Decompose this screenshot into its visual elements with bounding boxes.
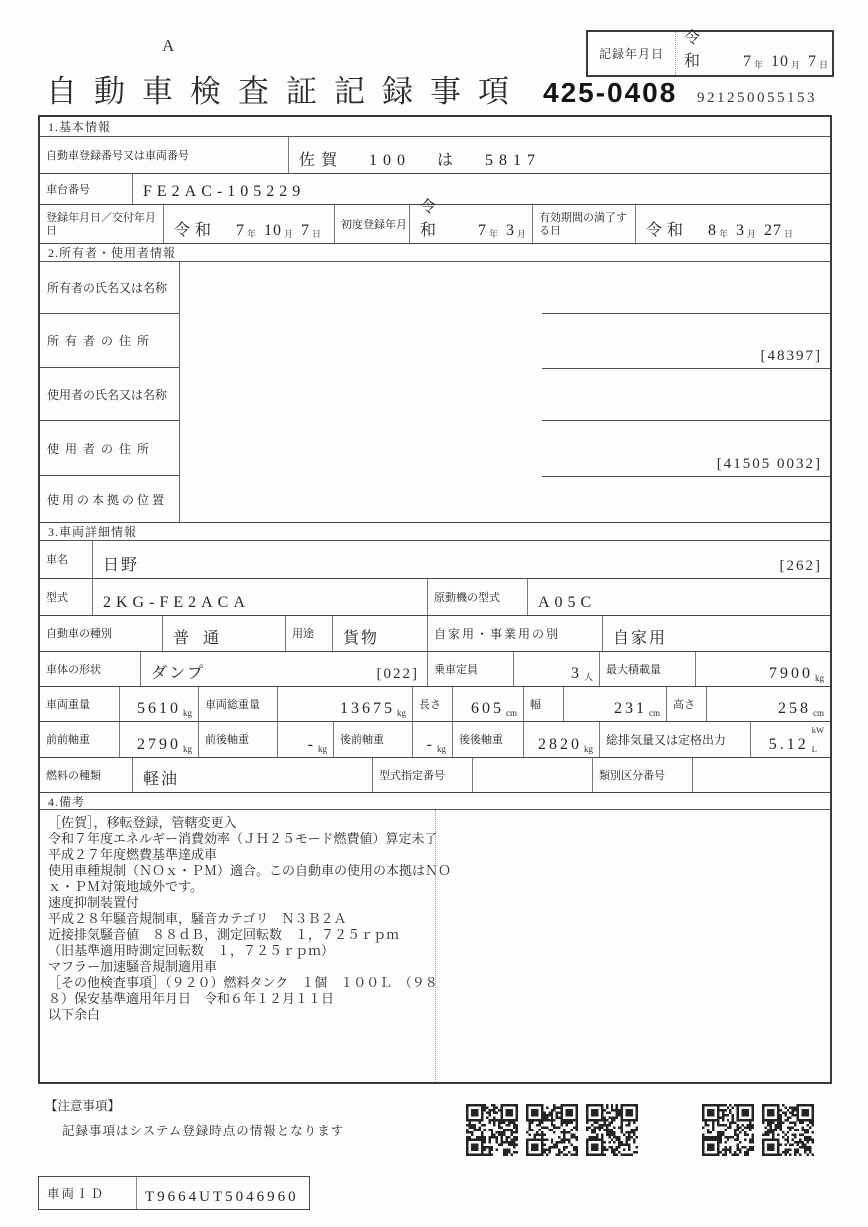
vehicle-type-label: 自動車の種別 [46, 628, 112, 640]
registration-number-value: 佐賀 100 は 5817 [288, 137, 830, 173]
owner-address-row [40, 314, 830, 368]
engine-model-value: A05C [527, 579, 830, 615]
section2-heading: 2.所有者・使用者情報 [40, 243, 830, 262]
owner-name-value [180, 262, 830, 314]
dates-row [40, 199, 830, 243]
registration-date-value: 令和 7 年 10 月 7 日 [163, 205, 334, 243]
user-address-value [180, 421, 830, 476]
expiry-date-label: 有効期間の満了する日 [532, 205, 635, 243]
private-business-value: 自家用 [602, 616, 830, 651]
owner-name-row [40, 262, 830, 314]
remark-line: ［その他検査事項］（９２０）燃料タンク １個 １００Ｌ （９８ [48, 975, 438, 990]
record-date-label: 記録年月日 [588, 32, 676, 75]
qr-code-icon [762, 1104, 814, 1156]
user-address-code: [41505 0032] [716, 456, 822, 472]
height-value: 258 cm [706, 687, 830, 721]
category-number-label: 類別区分番号 [592, 758, 692, 792]
car-name-code: [262] [779, 558, 822, 574]
user-name-row [40, 368, 830, 421]
vehicle-type-value: 普通 [162, 616, 285, 651]
engine-model-label: 原動機の型式 [427, 579, 527, 615]
owner-address-code: [48397] [760, 348, 822, 364]
gross-weight-label: 車両総重量 [198, 687, 277, 721]
base-location-row [40, 476, 830, 522]
remark-line: 使用車種規制（ＮＯｘ・ＰＭ）適合。この自動車の使用の本拠はＮＯ [48, 863, 452, 878]
model-value: 2KG-FE2ACA [92, 579, 427, 615]
axle-front-rear-value: - kg [277, 722, 333, 757]
car-name-value: 日野 [262] [92, 541, 830, 578]
user-address-row [40, 421, 830, 476]
section4-heading: 4.備考 [40, 792, 830, 810]
model-label: 型式 [46, 591, 68, 604]
displacement-units: kW L [811, 725, 824, 754]
base-location-value [180, 476, 830, 522]
use-label: 用途 [285, 616, 332, 651]
page-mark: A [162, 36, 175, 55]
length-label: 長さ [412, 687, 452, 721]
displacement-label: 総排気量又は定格出力 [599, 722, 750, 757]
main-table [38, 115, 832, 1084]
axle-rear-front-label: 後前軸重 [333, 722, 412, 757]
width-label: 幅 [523, 687, 563, 721]
fuel-value: 軽油 [132, 758, 372, 792]
record-date-box [586, 30, 834, 77]
user-name-label: 使用者の氏名又は名称 [40, 368, 180, 421]
category-number-value [692, 758, 830, 792]
vehicle-id-box [38, 1176, 310, 1210]
owner-address-value [180, 314, 830, 368]
section1-heading: 1.基本情報 [40, 117, 830, 137]
first-registration-label: 初度登録年月 [334, 205, 409, 243]
car-name-row [40, 541, 830, 578]
car-name-label: 車名 [46, 554, 68, 566]
length-value: 605 cm [452, 687, 523, 721]
model-row [40, 578, 830, 615]
vehicle-id-value: T9664UT5046960 [145, 1189, 299, 1205]
remarks-lines [48, 815, 830, 1023]
user-name-value [180, 368, 830, 421]
doc-number: 425-0408 [543, 77, 678, 108]
private-business-label: 自家用・事業用の別 [427, 616, 602, 651]
max-load-value: 7900 kg [695, 652, 830, 686]
remark-line: 平成２７年度燃費基準達成車 [48, 847, 218, 862]
notice-heading: 【注意事項】 [45, 1099, 121, 1113]
capacity-value: 3 人 [513, 652, 599, 686]
remarks-divider [435, 810, 436, 1082]
first-registration-value: 令和 7 年 3 月 [409, 205, 532, 243]
weights-dimensions-row [40, 686, 830, 721]
vehicle-weight-value: 5610 kg [119, 687, 198, 721]
registration-number-label: 自動車登録番号又は車両番号 [46, 149, 189, 162]
capacity-label: 乗車定員 [427, 652, 513, 686]
vehicle-type-row [40, 615, 830, 651]
use-value: 貨物 [332, 616, 427, 651]
axle-rear-rear-label: 後後軸重 [452, 722, 523, 757]
divider [542, 313, 830, 314]
qr-code-icon [586, 1104, 638, 1156]
fuel-label: 燃料の種類 [46, 769, 101, 782]
remark-line: 令和７年度エネルギー消費効率（ＪＨ２５モード燃費値）算定未了 [48, 831, 438, 846]
axle-front-rear-label: 前後軸重 [198, 722, 277, 757]
owner-name-label: 所有者の氏名又は名称 [40, 262, 180, 314]
owner-address-label: 所有者の住所 [40, 314, 180, 368]
notice-text: 記録事項はシステム登録時点の情報となります [62, 1124, 345, 1138]
base-location-label: 使用の本拠の位置 [40, 476, 180, 522]
body-shape-label: 車体の形状 [46, 663, 101, 676]
fuel-row [40, 757, 830, 792]
type-designation-label: 型式指定番号 [372, 758, 472, 792]
height-label: 高さ [666, 687, 706, 721]
divider [542, 420, 830, 421]
body-shape-row [40, 651, 830, 686]
remark-line: 以下余白 [48, 1007, 101, 1022]
width-value: 231 cm [563, 687, 666, 721]
doc-serial-number: 921250055153 [697, 90, 817, 106]
axle-rear-rear-value: 2820 kg [523, 722, 599, 757]
gross-weight-value: 13675 kg [277, 687, 412, 721]
axle-front-front-label: 前前軸重 [46, 734, 90, 746]
remark-line: ８）保安基準適用年月日 令和６年１２月１１日 [48, 991, 335, 1006]
qr-code-icon [466, 1104, 518, 1156]
remark-line: ｘ・ＰＭ対策地域外です。 [48, 879, 203, 894]
axle-weights-row [40, 721, 830, 757]
vehicle-weight-label: 車両重量 [46, 698, 90, 711]
expiry-date-value: 令和 8 年 3 月 27 日 [635, 205, 830, 243]
page-title: 自動車検査証記録事項 [46, 74, 526, 109]
body-shape-code: [022] [376, 666, 419, 682]
axle-rear-front-value: - kg [412, 722, 452, 757]
body-shape-value: ダンプ [022] [140, 652, 427, 686]
registration-number-row [40, 137, 830, 173]
chassis-number-label: 車台番号 [46, 183, 90, 196]
remark-line: 平成２８年騒音規制車，騒音カテゴリ Ｎ３Ｂ２Ａ [48, 911, 347, 926]
remark-line: （旧基準適用時測定回転数 １，７２５ｒｐｍ） [48, 943, 335, 958]
user-address-label: 使用者の住所 [40, 421, 180, 476]
qr-code-icon [526, 1104, 578, 1156]
max-load-label: 最大積載量 [599, 652, 695, 686]
axle-front-front-value: 2790 kg [119, 722, 198, 757]
qr-code-icon [702, 1104, 754, 1156]
type-designation-value [472, 758, 592, 792]
section3-heading: 3.車両詳細情報 [40, 522, 830, 541]
remarks-area [40, 810, 830, 1082]
registration-date-label: 登録年月日／交付年月日 [46, 212, 156, 237]
remark-line: マフラー加速騒音規制適用車 [48, 959, 218, 974]
displacement-value: 5.12 kW L [750, 722, 830, 757]
remark-line: ［佐賀］，移転登録，管轄変更入 [48, 815, 237, 830]
record-date-value: 令和 7 年 10 月 7 日 [684, 30, 828, 70]
chassis-number-value: FE2AC-105229 [132, 174, 830, 204]
vehicle-id-label: 車両ＩＤ [39, 1177, 137, 1209]
remark-line: 近接排気騒音値 ８８ｄＢ，測定回転数 １，７２５ｒｐｍ [48, 927, 400, 942]
remark-line: 速度抑制装置付 [48, 895, 140, 910]
